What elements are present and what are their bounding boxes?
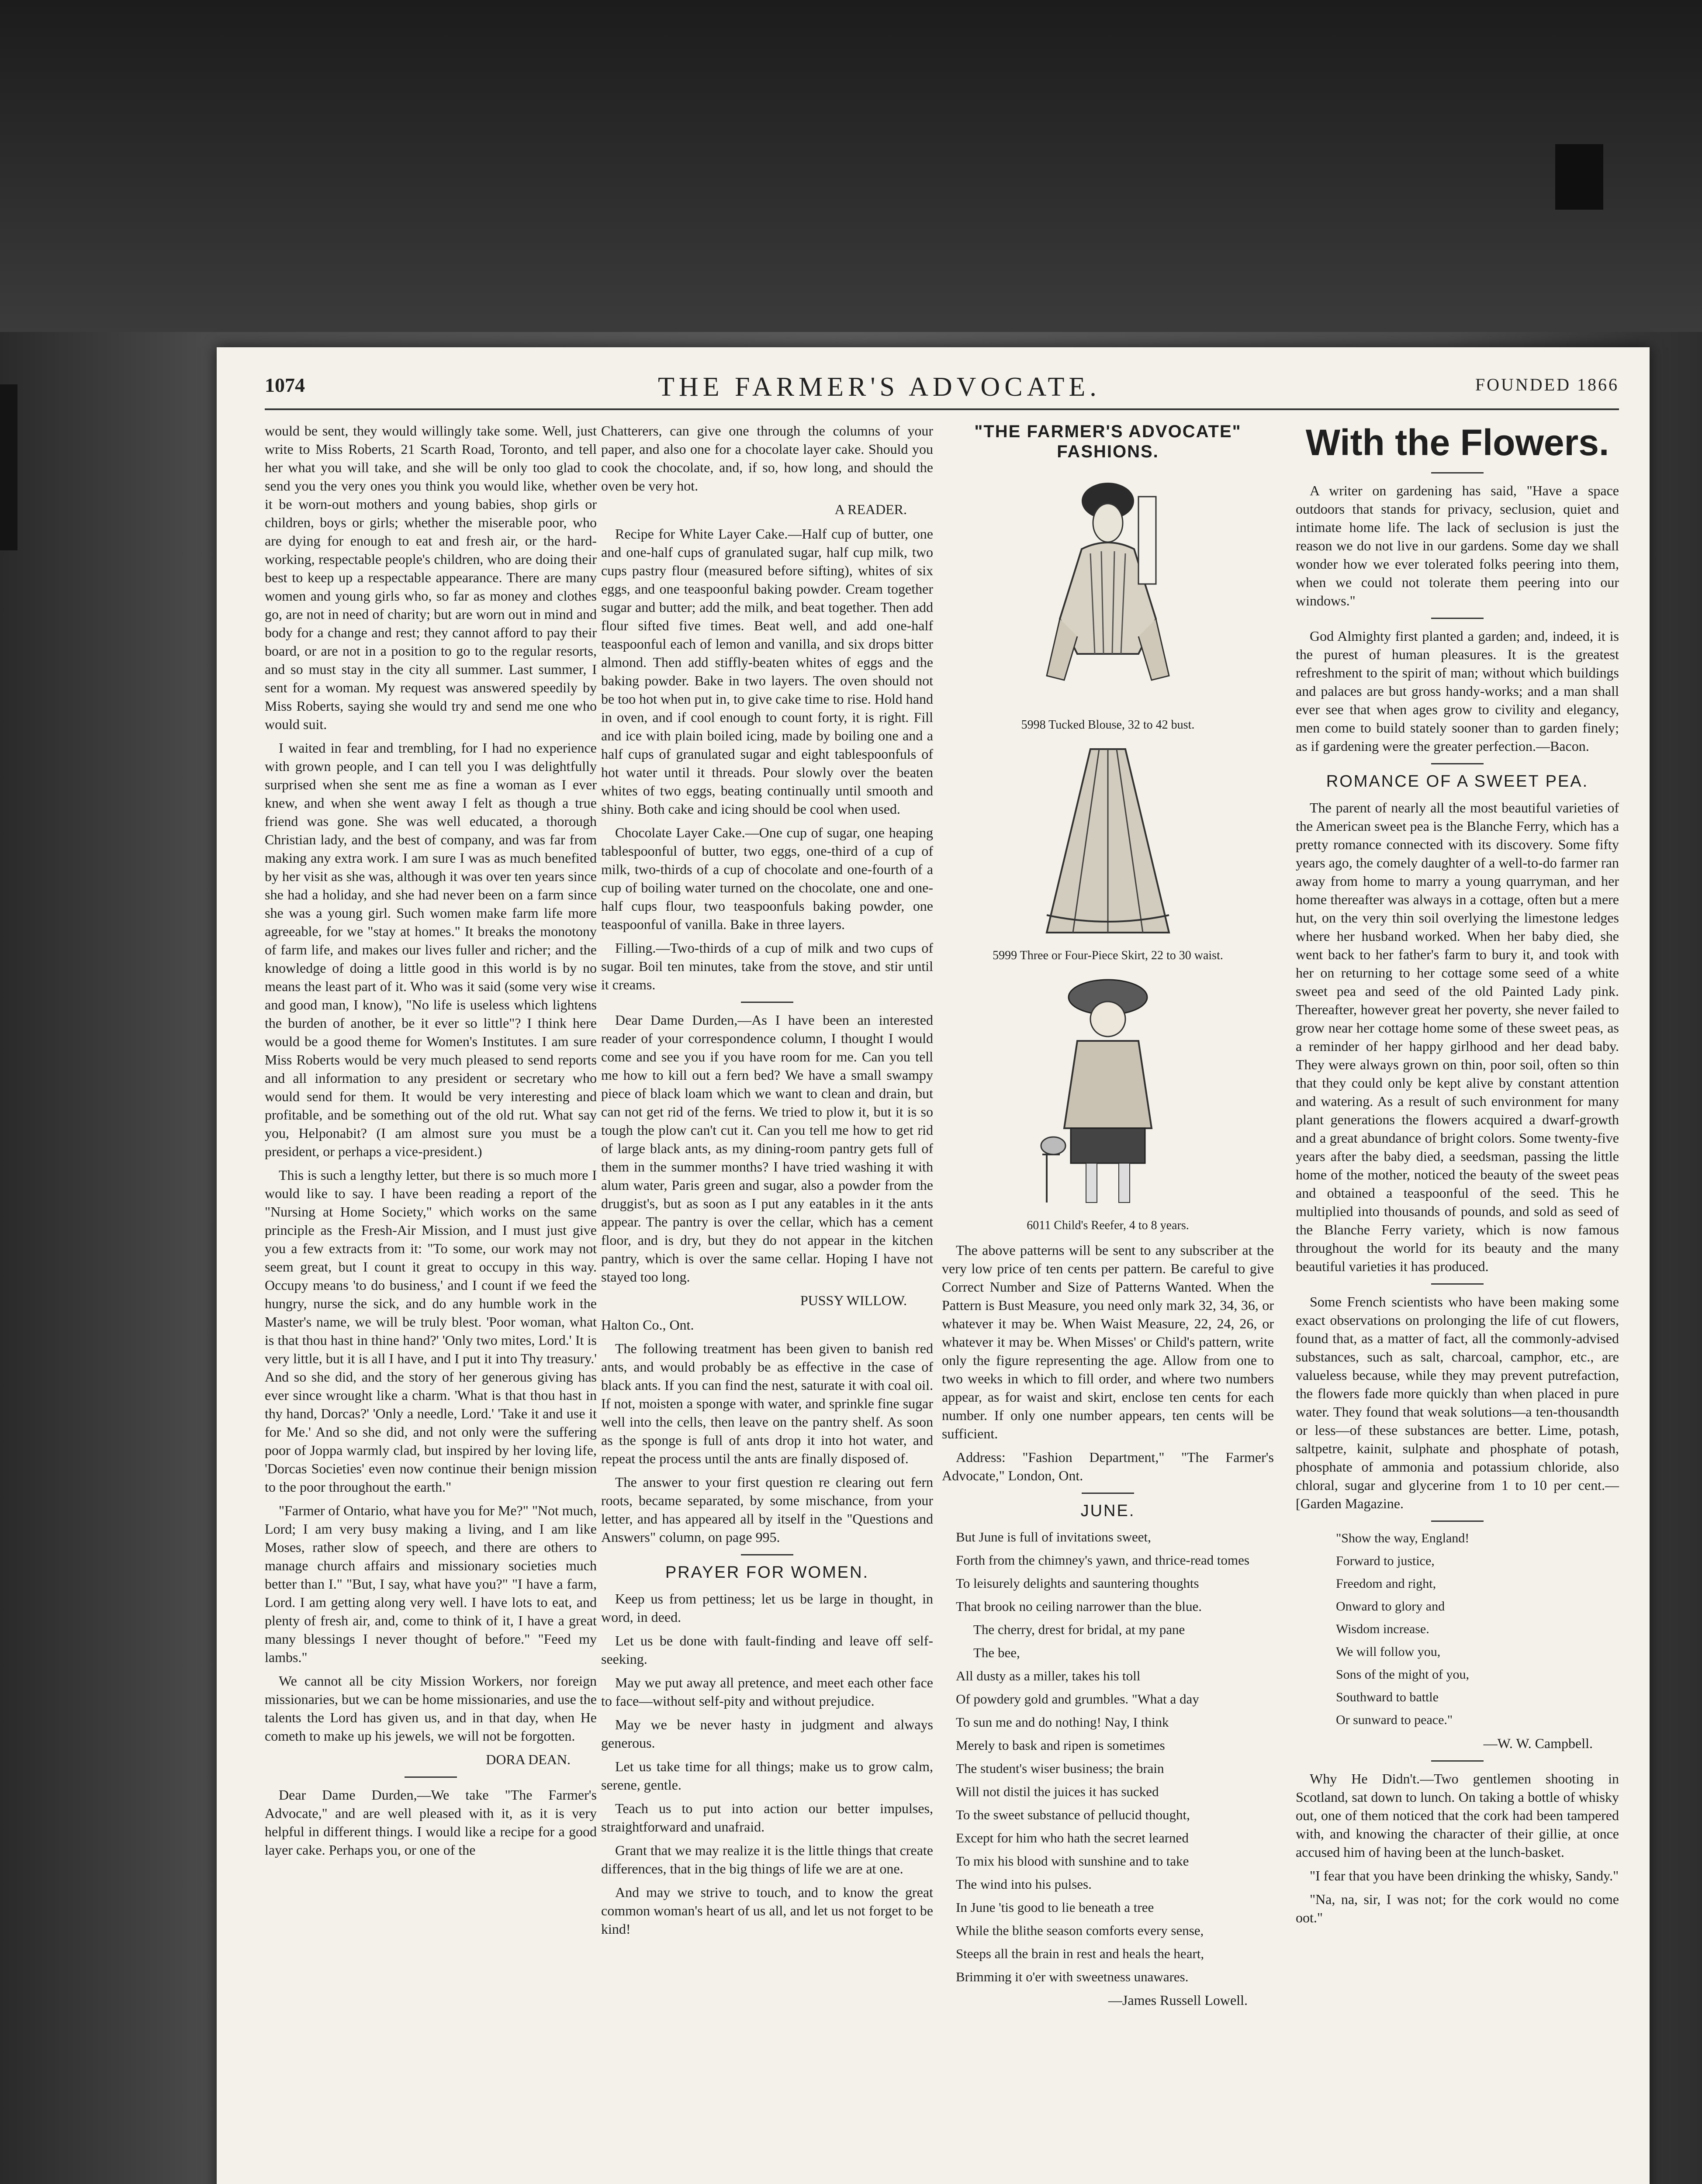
poem-line: Or sunward to peace." [1336, 1713, 1453, 1727]
child-reefer-illustration [1029, 971, 1187, 1216]
poem-line: Brimming it o'er with sweetness unawares. [956, 1969, 1189, 1984]
figure-caption: 5999 Three or Four-Piece Skirt, 22 to 30 waist. [993, 949, 1223, 962]
blouse-illustration [1029, 470, 1187, 715]
prayer-line: May we put away all pretence, and meet each other face to face—without self-pity and without prejudice. [601, 1675, 933, 1709]
scan-edge-mark-left [0, 384, 17, 550]
founded-note: FOUNDED 1866 [1475, 375, 1619, 394]
section-heading: JUNE. [1080, 1502, 1135, 1520]
paragraph: We cannot all be city Mission Workers, nor foreign missionaries, but we can be home missionaries, and use the talents the Lord has given us, and in that day, when He cometh to make up his jewels, we will not be forgotten. [265, 1673, 597, 1744]
poem-line: All dusty as a miller, takes his toll [956, 1668, 1141, 1683]
page-number: 1074 [265, 374, 305, 396]
separator [1431, 763, 1484, 764]
fashion-figure [942, 470, 1274, 733]
prayer-line: Teach us to put into action our better impulses, straightforward and unafraid. [601, 1800, 933, 1835]
column-2 [601, 422, 933, 1943]
fashion-figure [942, 971, 1274, 1233]
poem-line: The wind into his pulses. [956, 1876, 1092, 1892]
recipe-paragraph: Filling.—Two-thirds of a cup of milk and two cups of sugar. Boil ten minutes, take from the stove, and stir until it creams. [601, 940, 933, 992]
poem-line: Wisdom increase. [1336, 1622, 1429, 1636]
paragraph: Why He Didn't.—Two gentlemen shooting in Scotland, sat down to lunch. On taking a bottle of whisky out, one of them noticed that the cork had been tampered with, and knowing the character of their gillie, at once accused him of having been at the lunch-basket. [1296, 1771, 1619, 1860]
poem-line: Of powdery gold and grumbles. "What a day [956, 1691, 1199, 1707]
separator [1082, 1493, 1134, 1494]
place-line: Halton Co., Ont. [601, 1317, 694, 1333]
poem-line: In June 'tis good to lie beneath a tree [956, 1900, 1154, 1915]
prayer-line: Let us take time for all things; make us to grow calm, serene, gentle. [601, 1759, 933, 1793]
paragraph: "Farmer of Ontario, what have you for Me?" "Not much, Lord; I am very busy making a living, and I am like Moses, rather slow of speech, and there are others to manage church affairs and missionary societies much better than I." "But, I say, what have you?" "I have a farm, Lord. I am getting along very well. I have lots to eat, and plenty of fresh air, and, come to think of it, I have a great many blessings I never thought of before." "Feed my lambs." [265, 1503, 597, 1665]
page-header [265, 373, 1619, 408]
poem-line: "Show the way, England! [1336, 1531, 1470, 1545]
poem-line: Onward to glory and [1336, 1599, 1445, 1614]
separator [405, 1776, 457, 1778]
separator [1431, 618, 1484, 619]
newspaper-page [217, 347, 1650, 2184]
scan-dark-margin [0, 0, 1702, 332]
skirt-illustration [1034, 740, 1182, 946]
poem-line: The cherry, drest for bridal, at my pane [973, 1622, 1185, 1637]
section-heading: With the Flowers. [1305, 422, 1609, 463]
poem-line: To sun me and do nothing! Nay, I think [956, 1714, 1169, 1730]
paragraph: Address: "Fashion Department," "The Farmer's Advocate," London, Ont. [942, 1449, 1274, 1483]
paragraph: The parent of nearly all the most beautiful varieties of the American sweet pea is the Blanche Ferry, which has a pretty romance connected with its discovery. Some fifty years ago, the comely daughter of a well-to-do farmer ran away from home to marry a young quarryman, and her home thereafter was always in a cottage, often but a mere hut, on the very thin soil overlying the limestone ledges where her husband worked. When her baby died, she went back to her father's farm to bury it, and took with her on returning to her cottage some seed of a white sweet pea and seed of the old Painted Lady pink. Thereafter, however great her poverty, she never failed to grow near her cottage home some of these sweet peas, as a reminder of her happy girlhood and her dead baby. They were always grown on thin, poor soil, often so thin that they could only be kept alive by constant attention and watering. As a result of such environment for many plant generations the flowers acquired a dwarf-growth and a great abundance of bright colors. Some twenty-five years after the baby died, a seedsman, passing the little home of the mother, noticed the beauty of the sweet peas and obtained a teaspoonful of the seed. This he multiplied into thousands of pounds, and sold as seed of the Blanche Ferry variety, which is now famous throughout the world for its beauty and the many beautiful varieties it has produced. [1296, 800, 1619, 1274]
poem-line: Forth from the chimney's yawn, and thrice-read tomes [956, 1552, 1249, 1568]
poem-line: To leisurely delights and sauntering thoughts [956, 1576, 1199, 1591]
poem-line: The student's wiser business; the brain [956, 1761, 1164, 1776]
signature: PUSSY WILLOW. [800, 1292, 907, 1308]
paragraph: I waited in fear and trembling, for I had no experience with grown people, and I can tell you I was delightfully surprised when she sent me as fine a woman as I ever knew, and when she went away I felt as though a true friend was gone. She was well educated, a thorough Christian lady, and the best of company, and was far from making any extra work. I am sure I was as much benefited by her visit as she was, although it was over ten years since she had a holiday, and she had never been on a farm since she was a young girl. Such women make farm life more agreeable, for we "stay at homes." It breaks the monotony of farm life, and makes our lives fuller and richer; and the knowledge of doing a little good in this world is by no means the least part of it. Who was it said (some very wise and good man, I know), "No life is useless which lightens the burden of another, be it ever so little"? I think here would be a good theme for Women's Institutes. I am sure Miss Roberts would be very much pleased to send reports and all information to any president or secretary who would send for them. It would be very interesting and profitable, and be something out of the old rut. What say you, Helponabit? (I am almost sure you must be a president, or perhaps a vice-president.) [265, 740, 597, 1159]
poem-line: Will not distil the juices it has sucked [956, 1784, 1159, 1799]
paragraph: Some French scientists who have been making some exact observations on prolonging the life of cut flowers, found that, as a matter of fact, all the commonly-advised substances, such as salt, charcoal, camphor, etc., are valueless because, while they may prevent putrefaction, the flowers fade more quickly than when placed in pure water. They found that weak solutions—a ten-thousandth or less—of these substances are better. Lime, potash, saltpetre, kainit, sulphate and phosphate of potash, phosphate of ammonia and potassium chloride, also chloral, sugar and glycerine from 1 to 10 per cent.—[Garden Magazine. [1296, 1294, 1619, 1511]
poem-line: While the blithe season comforts every sense, [956, 1923, 1204, 1938]
column-1 [265, 422, 597, 1864]
poem [942, 1528, 1274, 1986]
paragraph: Chatterers, can give one through the columns of your paper, and also one for a chocolate layer cake. Should you cook the chocolate, and, if so, how long, and should the oven be very hot. [601, 423, 933, 494]
recipe-paragraph: Chocolate Layer Cake.—One cup of sugar, one heaping tablespoonful of butter, two eggs, one-third of a cup of milk, two-thirds of a cup of chocolate and one-fourth of a cup of boiling water turned on the chocolate, one and one-half cups flour, two teaspoonfuls baking powder, one teaspoonful of vanilla. Bake in three layers. [601, 825, 933, 932]
separator [1431, 472, 1484, 473]
figure-caption: 5998 Tucked Blouse, 32 to 42 bust. [1021, 718, 1195, 732]
separator [1431, 1760, 1484, 1762]
separator [741, 1554, 793, 1555]
poem-line: Southward to battle [1336, 1690, 1439, 1704]
paragraph: This is such a lengthy letter, but there is so much more I would like to say. I have been reading a report of the "Nursing at Home Society," which works on the same principle as the Fresh-Air Mission, and I must just give you a few extracts from it: "To some, our work may not seem great, but I count it great to occupy in this way. Occupy means 'to do business,' and I count if we feed the hungry, nurse the sick, and do any humble work in the Master's name, we will be truly blest. 'Poor woman, what is that thou hast in thine hand?' 'Only two mites, Lord.' It is very little, but it is all I have, and I put it into Thy treasury.' And so she did, and the story of her generous giving has ever since wrought like a charm. 'What is that thou hast in thy hand, Dorcas?' 'Only a needle, Lord.' 'Take it and use it for Me.' And so she did, and not only were the suffering poor of Joppa warmly clad, but inspired by her loving life, 'Dorcas Societies' even now continue their benign mission to the poor throughout the earth." [265, 1167, 597, 1495]
recipe-paragraph: Recipe for White Layer Cake.—Half cup of butter, one and one-half cups of granulated sugar, half cup milk, two cups pastry flour (measured before sifting), whites of six eggs, and one teaspoonful baking powder. Cream together sugar and butter; add the milk, and beat together. Then add flour sifted five times. Beat well, and add one-half teaspoonful each of lemon and vanilla, and six drops bitter almond. Then add stiffly-beaten whites of eggs and the baking powder. Bake in two layers. The oven should not be too hot when put in, to give cake time to rise. Hold hand in oven, and if cool enough to count forty, it is right. Fill and ice with plain boiled icing, made by boiling one and a half cups of granulated sugar and eight tablespoonfuls of hot water until it threads. Pour slowly over the beaten whites of two eggs, beating continually until smooth and shiny. Both cake and icing should be cool when used. [601, 526, 933, 817]
letter-paragraph: Dear Dame Durden,—As I have been an interested reader of your correspondence column, I thought I would come and see you if you have room for me. Can you tell me how to kill out a fern bed? We have a small swampy piece of black loam which we want to clean and drain, but can not get rid of the ferns. We tried to plow it, but it is so tough the plow can't cut it. Can you tell me how to get rid of large black ants, as my dining-room pantry gets full of them in the summer months? I have tried washing it with alum water, Paris green and sugar, also a powder from the druggist's, but as soon as I put any eatables in it the ants appear. The pantry is over the cellar, which has a cement floor, and is dry, but they do not appear in the kitchen pantry, which is over the same cellar. Hoping I have not stayed too long. [601, 1012, 933, 1285]
prayer-line: And may we strive to touch, and to know the great common woman's heart of us all, and let us not forget to be kind! [601, 1884, 933, 1937]
section-heading: ROMANCE OF A SWEET PEA. [1326, 772, 1589, 791]
paragraph: God Almighty first planted a garden; and, indeed, it is the purest of human pleasures. It is the greatest refreshment to the spirit of man; without which buildings and palaces are but gross handy-works; and a man shall ever see that when ages grow to civility and elegancy, men come to build stately sooner than to garden finely; as if gardening were the greater perfection.—Bacon. [1296, 628, 1619, 754]
poem-line: Merely to bask and ripen is sometimes [956, 1738, 1165, 1753]
poem [1296, 1530, 1619, 1729]
paragraph: The following treatment has been given to banish red ants, and would probably be as effective in the case of black ants. If you can find the nest, saturate it with coal oil. If not, moisten a sponge with water, and sprinkle fine sugar well into the cells, then leave on the pantry shelf. As soon as the sponge is full of ants drop it into hot water, and repeat the process until the ants are finally disposed of. [601, 1341, 933, 1466]
paragraph: would be sent, they would willingly take some. Well, just write to Miss Roberts, 21 Scarth Road, Toronto, and tell her what you will take, and she will be only too glad to send you the very ones you think you would like, whether it be worn-out mothers and young babies, shop girls or children, boys or girls; whether the miserable poor, who are dying for enough to eat and fresh air, or the hard-working, respectable people's children, who are doing their best to keep up a respectable appearance. There are many women and young girls who, so far as money and clothes go, are not in need of charity; but are worn out in mind and body for a change and rest; they cannot afford to pay their board, or are not in a position to go to the regular resorts, and so must stay in the city all summer. Last summer, I sent for a woman. My request was answered speedily by Miss Roberts, saying she would try and send me one who would suit. [265, 423, 597, 732]
separator [1431, 1283, 1484, 1285]
signature: —James Russell Lowell. [1108, 1992, 1248, 2008]
header-rule [265, 408, 1619, 410]
poem-line: But June is full of invitations sweet, [956, 1529, 1151, 1545]
signature: A READER. [834, 501, 907, 517]
fashion-figure [942, 740, 1274, 963]
column-4 [1296, 422, 1619, 1932]
poem-line: Steeps all the brain in rest and heals the heart, [956, 1946, 1204, 1961]
signature: DORA DEAN. [486, 1752, 571, 1767]
column-3 [942, 422, 1274, 2015]
poem-line: Except for him who hath the secret learned [956, 1830, 1189, 1845]
paragraph: A writer on gardening has said, "Have a space outdoors that stands for privacy, seclusion, quiet and intimate home life. The lack of seclusion is just the reason we do not live in our gardens. Some day we shall wonder how we ever tolerated folks peering into them, when we could not tolerate them peering into our windows." [1296, 483, 1619, 608]
poem-line: Forward to justice, [1336, 1554, 1435, 1568]
poem-line: That brook no ceiling narrower than the blue. [956, 1599, 1202, 1614]
section-heading: PRAYER FOR WOMEN. [665, 1563, 869, 1582]
scan-edge-mark [1555, 144, 1603, 210]
paragraph: Dear Dame Durden,—We take "The Farmer's Advocate," and are well pleased with it, as it is very helpful in different things. I would like a recipe for a good layer cake. Perhaps you, or one of the [265, 1787, 597, 1858]
poem-line: To mix his blood with sunshine and to take [956, 1853, 1189, 1869]
paragraph: "I fear that you have been drinking the whisky, Sandy." [1310, 1868, 1619, 1883]
section-heading: "THE FARMER'S ADVOCATE" FASHIONS. [974, 422, 1242, 461]
page-title: THE FARMER'S ADVOCATE. [658, 372, 1101, 402]
separator [741, 1002, 793, 1003]
poem-line: We will follow you, [1336, 1645, 1441, 1659]
paragraph: The answer to your first question re clearing out fern roots, became separated, by some mischance, from your letter, and has appeared all by itself in the "Questions and Answers" column, on page 995. [601, 1474, 933, 1545]
poem-line: Sons of the might of you, [1336, 1667, 1469, 1682]
poem-line: To the sweet substance of pellucid thought, [956, 1807, 1190, 1822]
prayer-line: Keep us from pettiness; let us be large in thought, in word, in deed. [601, 1591, 933, 1625]
prayer-line: May we be never hasty in judgment and always generous. [601, 1717, 933, 1751]
paragraph: The above patterns will be sent to any subscriber at the very low price of ten cents per pattern. Be careful to give Correct Number and Size of Patterns Wanted. When the Pattern is Bust Measure, you need only mark 32, 34, 36, or whatever it may be. When Waist Measure, 22, 24, 26, or whatever it may be. When Misses' or Child's pattern, write only the figure representing the age. Allow from one to two weeks in which to fill order, and where two numbers appear, as for waist and skirt, enclose ten cents for each number. If only one number appears, ten cents will be sufficient. [942, 1242, 1274, 1441]
poem-line: Freedom and right, [1336, 1576, 1436, 1591]
prayer-line: Let us be done with fault-finding and leave off self-seeking. [601, 1633, 933, 1667]
separator [1431, 1521, 1484, 1522]
poem-line: The bee, [973, 1645, 1020, 1660]
prayer-line: Grant that we may realize it is the little things that create differences, that in the big things of life we are at one. [601, 1842, 933, 1876]
paragraph: "Na, na, sir, I was not; for the cork would no come oot." [1296, 1891, 1619, 1925]
signature: —W. W. Campbell. [1483, 1735, 1593, 1751]
figure-caption: 6011 Child's Reefer, 4 to 8 years. [1027, 1219, 1189, 1232]
